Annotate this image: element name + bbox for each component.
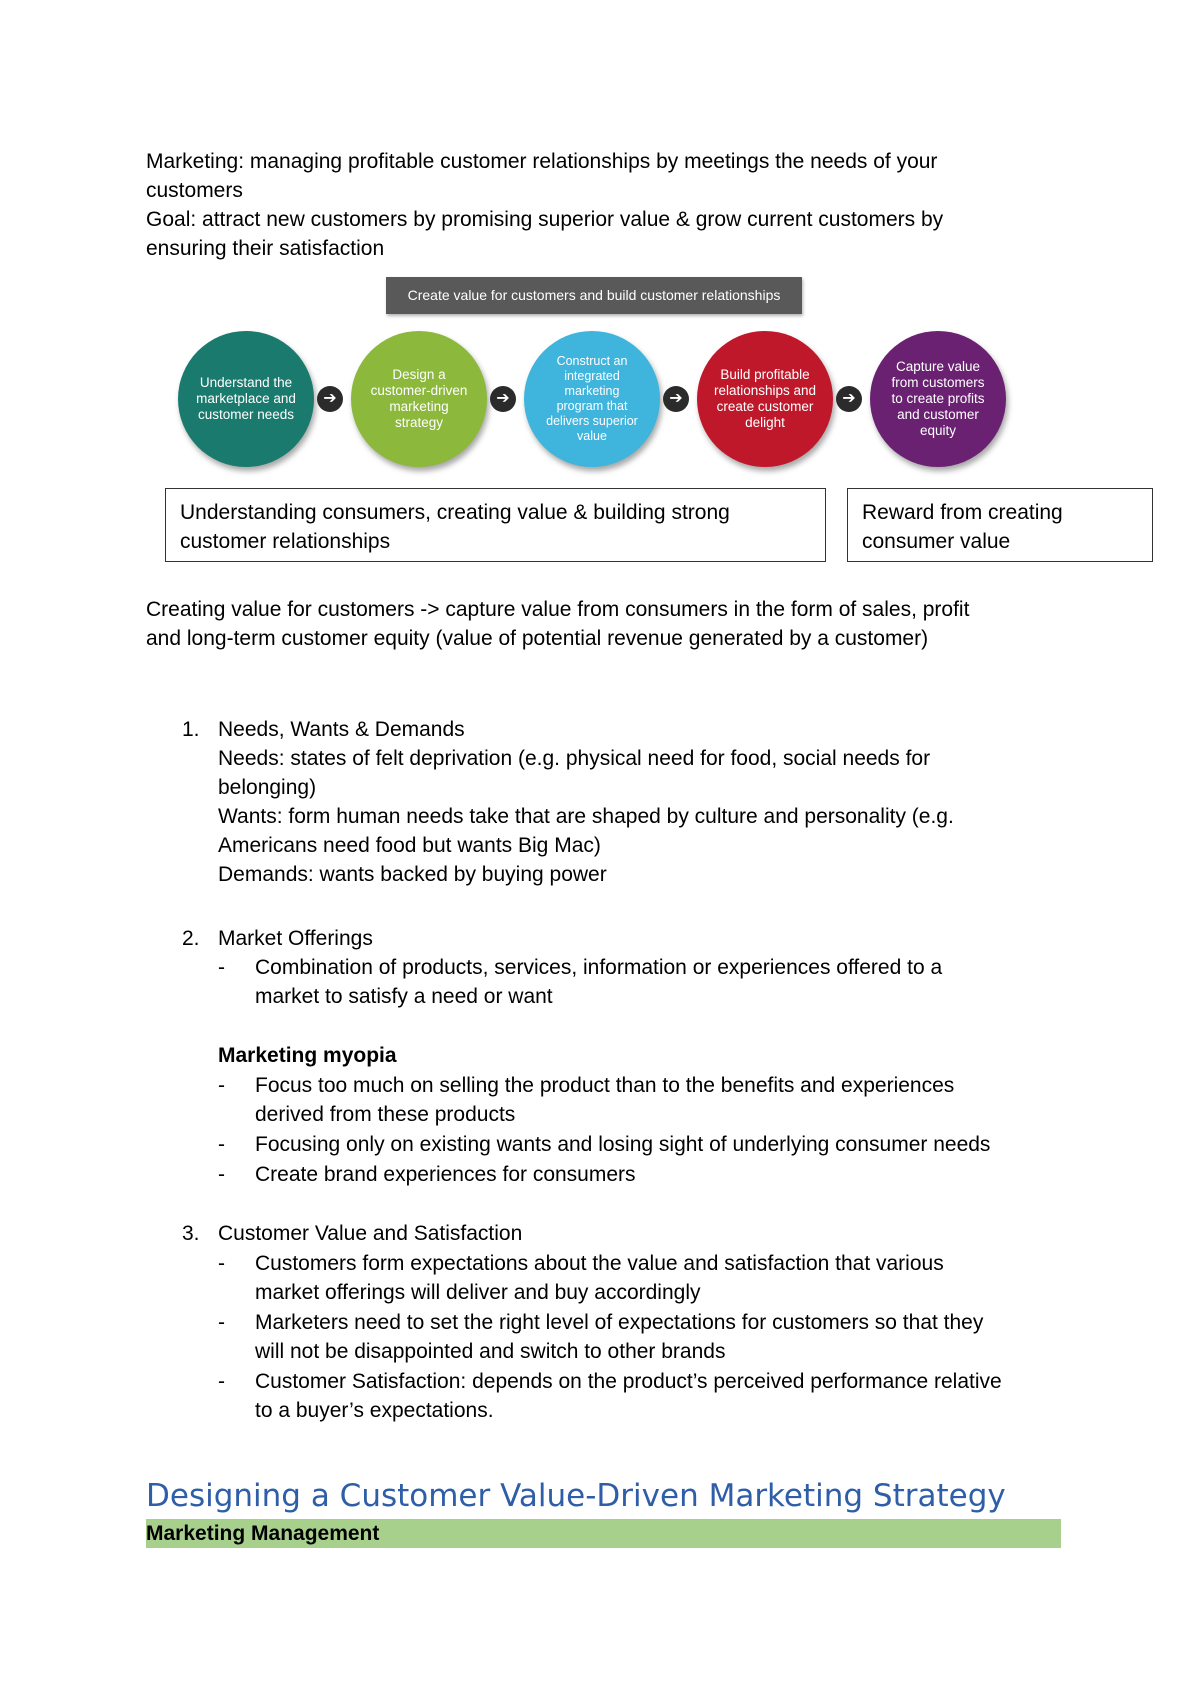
- value-bullet: [255, 1367, 1002, 1425]
- diagram-banner: Create value for customers and build customer relationships: [386, 277, 802, 314]
- list-line: Wants: form human needs take that are shaped by culture and personality (e.g.: [218, 805, 954, 828]
- box-line: customer relationships: [180, 530, 391, 553]
- intro-paragraph: [146, 147, 943, 263]
- bullet-dash: -: [218, 1074, 225, 1097]
- list-line: market to satisfy a need or want: [255, 985, 553, 1008]
- bullet-dash: -: [218, 1163, 225, 1186]
- arrow-right-icon: ➔: [663, 386, 689, 412]
- list-line: Americans need food but wants Big Mac): [218, 834, 601, 857]
- list-item-needs: [218, 715, 954, 889]
- list-number: 2.: [182, 927, 200, 950]
- intro-line: ensuring their satisfaction: [146, 237, 385, 260]
- list-line: to a buyer’s expectations.: [255, 1399, 494, 1422]
- list-item-offerings: [255, 953, 942, 1011]
- value-bullet: [255, 1249, 944, 1307]
- box-line: consumer value: [862, 530, 1011, 553]
- circle-build: Build profitable relationships and create customer delight: [697, 331, 833, 467]
- box-line: Reward from creating: [862, 501, 1063, 524]
- intro-line: customers: [146, 179, 243, 202]
- circle-understand: Understand the marketplace and customer needs: [178, 331, 314, 467]
- list-line: will not be disappointed and switch to other brands: [255, 1340, 726, 1363]
- bullet-dash: -: [218, 1370, 225, 1393]
- circle-capture: Capture value from customers to create profits and customer equity: [870, 331, 1006, 467]
- box-reward: [847, 488, 1153, 562]
- list-line: market offerings will deliver and buy accordingly: [255, 1281, 701, 1304]
- list-line: Marketers need to set the right level of expectations for customers so that they: [255, 1311, 984, 1334]
- subheading: Marketing Management: [146, 1519, 1061, 1548]
- list-line: Customers form expectations about the value and satisfaction that various: [255, 1252, 944, 1275]
- list-line: Needs: states of felt deprivation (e.g. physical need for food, social needs for: [218, 747, 931, 770]
- bullet-dash: -: [218, 1252, 225, 1275]
- list-line: Focus too much on selling the product than to the benefits and experiences: [255, 1074, 955, 1097]
- circle-construct: Construct an integrated marketing program that delivers superior value: [524, 331, 660, 467]
- creating-line: and long-term customer equity (value of potential revenue generated by a customer): [146, 627, 929, 650]
- list-line: Demands: wants backed by buying power: [218, 863, 607, 886]
- box-understanding: [165, 488, 826, 562]
- list-line: belonging): [218, 776, 317, 799]
- bullet-dash: -: [218, 956, 225, 979]
- list-title: Customer Value and Satisfaction: [218, 1222, 523, 1245]
- creating-paragraph: [146, 595, 969, 653]
- box-line: Understanding consumers, creating value & building strong: [180, 501, 730, 524]
- list-title: Market Offerings: [218, 927, 373, 950]
- arrow-right-icon: ➔: [836, 386, 862, 412]
- intro-line: Marketing: managing profitable customer relationships by meetings the needs of your: [146, 150, 938, 173]
- arrow-right-icon: ➔: [317, 386, 343, 412]
- circle-design: Design a customer-driven marketing strategy: [351, 331, 487, 467]
- intro-line: Goal: attract new customers by promising superior value & grow current customers by: [146, 208, 944, 231]
- section-heading: Designing a Customer Value-Driven Marketing Strategy: [146, 1478, 1006, 1514]
- list-line: Create brand experiences for consumers: [255, 1163, 636, 1186]
- myopia-heading: Marketing myopia: [218, 1044, 397, 1067]
- list-number: 3.: [182, 1222, 200, 1245]
- list-line: Focusing only on existing wants and losing sight of underlying consumer needs: [255, 1133, 991, 1156]
- creating-line: Creating value for customers -> capture value from consumers in the form of sales, profit: [146, 598, 970, 621]
- bullet-dash: -: [218, 1311, 225, 1334]
- list-line: Customer Satisfaction: depends on the product’s perceived performance relative: [255, 1370, 1002, 1393]
- arrow-right-icon: ➔: [490, 386, 516, 412]
- list-line: derived from these products: [255, 1103, 516, 1126]
- myopia-bullet: [255, 1071, 954, 1129]
- bullet-dash: -: [218, 1133, 225, 1156]
- value-bullet: [255, 1308, 983, 1366]
- list-number: 1.: [182, 718, 200, 741]
- list-title: Needs, Wants & Demands: [218, 718, 465, 741]
- list-line: Combination of products, services, information or experiences offered to a: [255, 956, 943, 979]
